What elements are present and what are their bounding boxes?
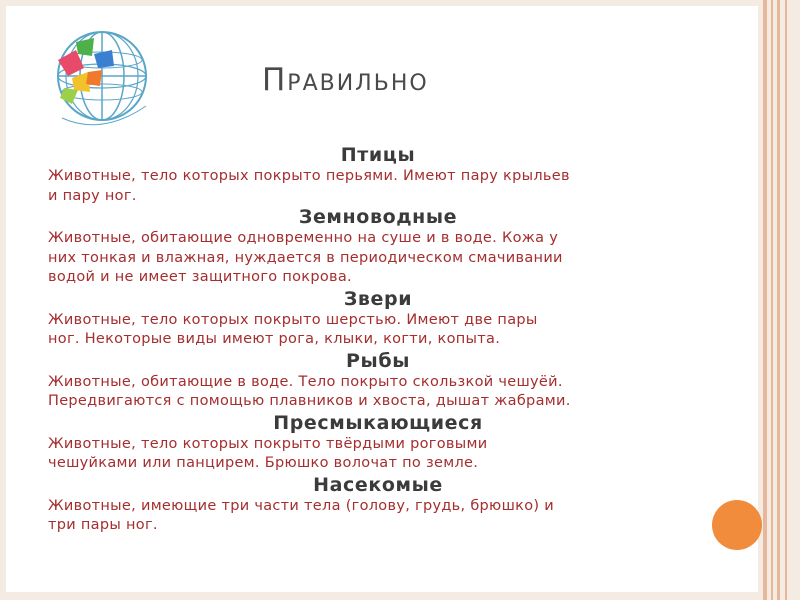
section-description-line: три пары ног. [48, 517, 158, 533]
slide-title: Правильно [262, 62, 429, 98]
section-description-line: Животные, имеющие три части тела (голову, грудь, брюшко) и [48, 497, 554, 514]
content [48, 144, 708, 536]
border-stripe [785, 0, 787, 600]
globe-logo-icon [42, 20, 160, 132]
section-description-line: ног. Некоторые виды имеют рога, клыки, когти, копыта. [48, 331, 501, 347]
section-heading: Насекомые [313, 473, 443, 496]
section-amphibians [48, 206, 708, 288]
section-description-line: Животные, обитающие одновременно на суше и в воде. Кожа у [48, 230, 559, 246]
section-description-line: чешуйками или панцирем. Брюшко волочат по земле. [48, 455, 479, 471]
border-stripe [777, 0, 780, 600]
section-description-line: них тонкая и влажная, нуждается в периодическом смачивании [48, 249, 563, 266]
section-heading: Земноводные [298, 206, 458, 228]
section-description-line: Передвигаются с помощью плавников и хвоста, дышат жабрами. [48, 393, 571, 409]
section-heading: Звери [343, 287, 413, 310]
section-heading: Птицы [340, 144, 416, 166]
section-description-line: водой и не имеет защитного покрова. [48, 269, 352, 285]
section-description-line: Животные, тело которых покрыто твёрдыми роговыми [48, 435, 488, 452]
decorative-orange-circle [712, 500, 762, 550]
section-birds [48, 144, 708, 206]
section-reptiles [48, 412, 708, 474]
section-description-line: Животные, тело которых покрыто шерстью. Имеют две пары [48, 311, 538, 328]
border-stripe [771, 0, 773, 600]
section-description-line: Животные, тело которых покрыто перьями. Имеют пару крыльев [48, 168, 570, 184]
section-heading: Рыбы [346, 349, 410, 372]
section-heading: Пресмыкающиеся [273, 411, 483, 434]
section-mammals [48, 288, 708, 350]
section-fish [48, 350, 708, 412]
section-insects [48, 474, 708, 536]
section-description-line: Животные, обитающие в воде. Тело покрыто скользкой чешуёй. [48, 373, 563, 390]
section-description-line: и пару ног. [48, 187, 137, 204]
border-stripe [763, 0, 767, 600]
